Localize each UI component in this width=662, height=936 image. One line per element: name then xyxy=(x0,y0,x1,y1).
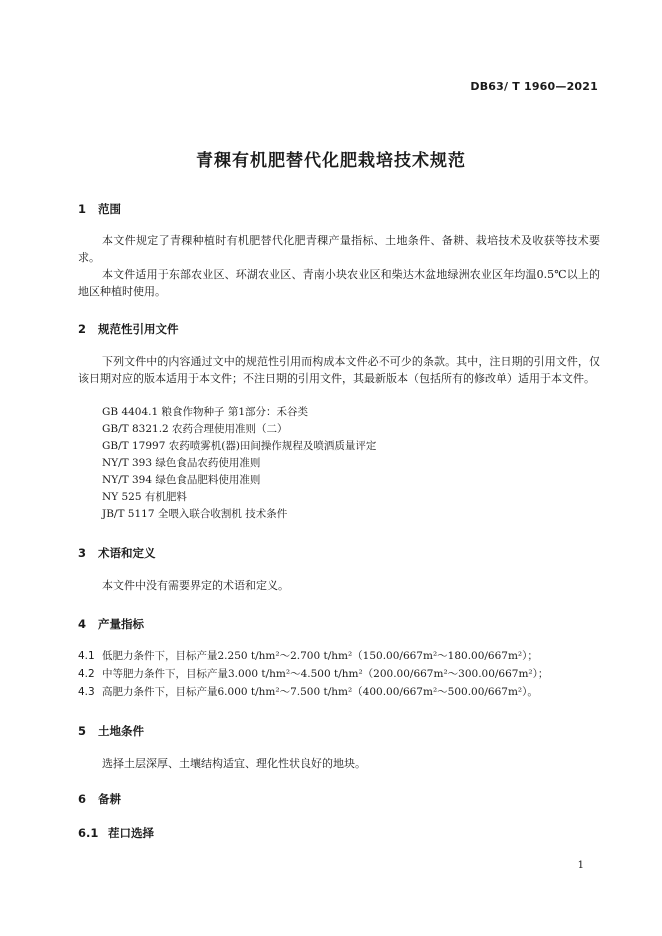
reference-item: GB/T 8321.2 农药合理使用准则（二） xyxy=(102,423,288,435)
item-text: 低肥力条件下，目标产量2.250 t/hm²～2.700 t/hm²（150.00/667m²～180.00/667m²）； xyxy=(102,650,538,662)
land-conditions-paragraph: 选择土层深厚、土壤结构适宜、理化性状良好的地块。 xyxy=(102,757,366,770)
section-number: 5 xyxy=(78,724,87,738)
scope-paragraph-1: 本文件规定了青稞种植时有机肥替代化肥青稞产量指标、土地条件、备耕、栽培技术及收获等技术要求。 xyxy=(78,234,600,264)
yield-item xyxy=(78,666,548,683)
standard-code: DB63/ T 1960—2021 xyxy=(470,80,598,93)
document-title: 青稞有机肥替代化肥栽培技术规范 xyxy=(196,151,466,171)
item-number: 4.2 xyxy=(78,668,95,680)
reference-item: NY 525 有机肥料 xyxy=(102,491,187,503)
section-heading-yield xyxy=(78,616,144,632)
section-heading-terms xyxy=(78,545,156,561)
section-title: 范围 xyxy=(98,202,121,216)
section-title: 土地条件 xyxy=(98,724,144,738)
section-title: 术语和定义 xyxy=(98,546,156,560)
reference-item: NY/T 394 绿色食品肥料使用准则 xyxy=(102,474,261,486)
item-number: 4.3 xyxy=(78,686,95,698)
item-text: 高肥力条件下，目标产量6.000 t/hm²～7.500 t/hm²（400.00/667m²～500.00/667m²）。 xyxy=(102,686,538,698)
section-title: 备耕 xyxy=(98,792,121,806)
reference-item: GB 4404.1 粮食作物种子 第1部分：禾谷类 xyxy=(102,406,309,418)
section-heading-preparation xyxy=(78,791,121,807)
section-number: 1 xyxy=(78,202,87,216)
subsection-number: 6.1 xyxy=(78,826,99,840)
section-heading-land-conditions xyxy=(78,723,144,739)
section-title: 规范性引用文件 xyxy=(98,322,179,336)
reference-item: GB/T 17997 农药喷雾机(器)田间操作规程及喷洒质量评定 xyxy=(102,440,377,452)
section-number: 4 xyxy=(78,617,87,631)
reference-item: JB/T 5117 全喂入联合收割机 技术条件 xyxy=(102,508,288,520)
section-heading-scope xyxy=(78,201,121,217)
section-title: 产量指标 xyxy=(98,617,144,631)
yield-item xyxy=(78,684,538,701)
section-number: 3 xyxy=(78,546,87,560)
scope-paragraph-2: 本文件适用于东部农业区、环湖农业区、青南小块农业区和柴达木盆地绿洲农业区年均温0.5℃以上的地区种植时使用。 xyxy=(78,268,600,298)
yield-item xyxy=(78,648,538,665)
page-number: 1 xyxy=(577,860,584,871)
section-number: 2 xyxy=(78,322,87,336)
subsection-title: 茬口选择 xyxy=(108,826,154,840)
reference-item: NY/T 393 绿色食品农药使用准则 xyxy=(102,457,261,469)
section-number: 6 xyxy=(78,792,87,806)
section-heading-normative-references xyxy=(78,321,179,337)
item-number: 4.1 xyxy=(78,650,95,662)
terms-paragraph: 本文件中没有需要界定的术语和定义。 xyxy=(102,579,289,592)
subsection-heading-stubble xyxy=(78,825,154,841)
item-text: 中等肥力条件下，目标产量3.000 t/hm²～4.500 t/hm²（200.00/667m²～300.00/667m²）； xyxy=(102,668,549,680)
references-intro-paragraph: 下列文件中的内容通过文中的规范性引用而构成本文件必不可少的条款。其中，注日期的引用文件，仅该日期对应的版本适用于本文件；不注日期的引用文件，其最新版本（包括所有的修改单）适用于本文件。 xyxy=(78,355,600,385)
